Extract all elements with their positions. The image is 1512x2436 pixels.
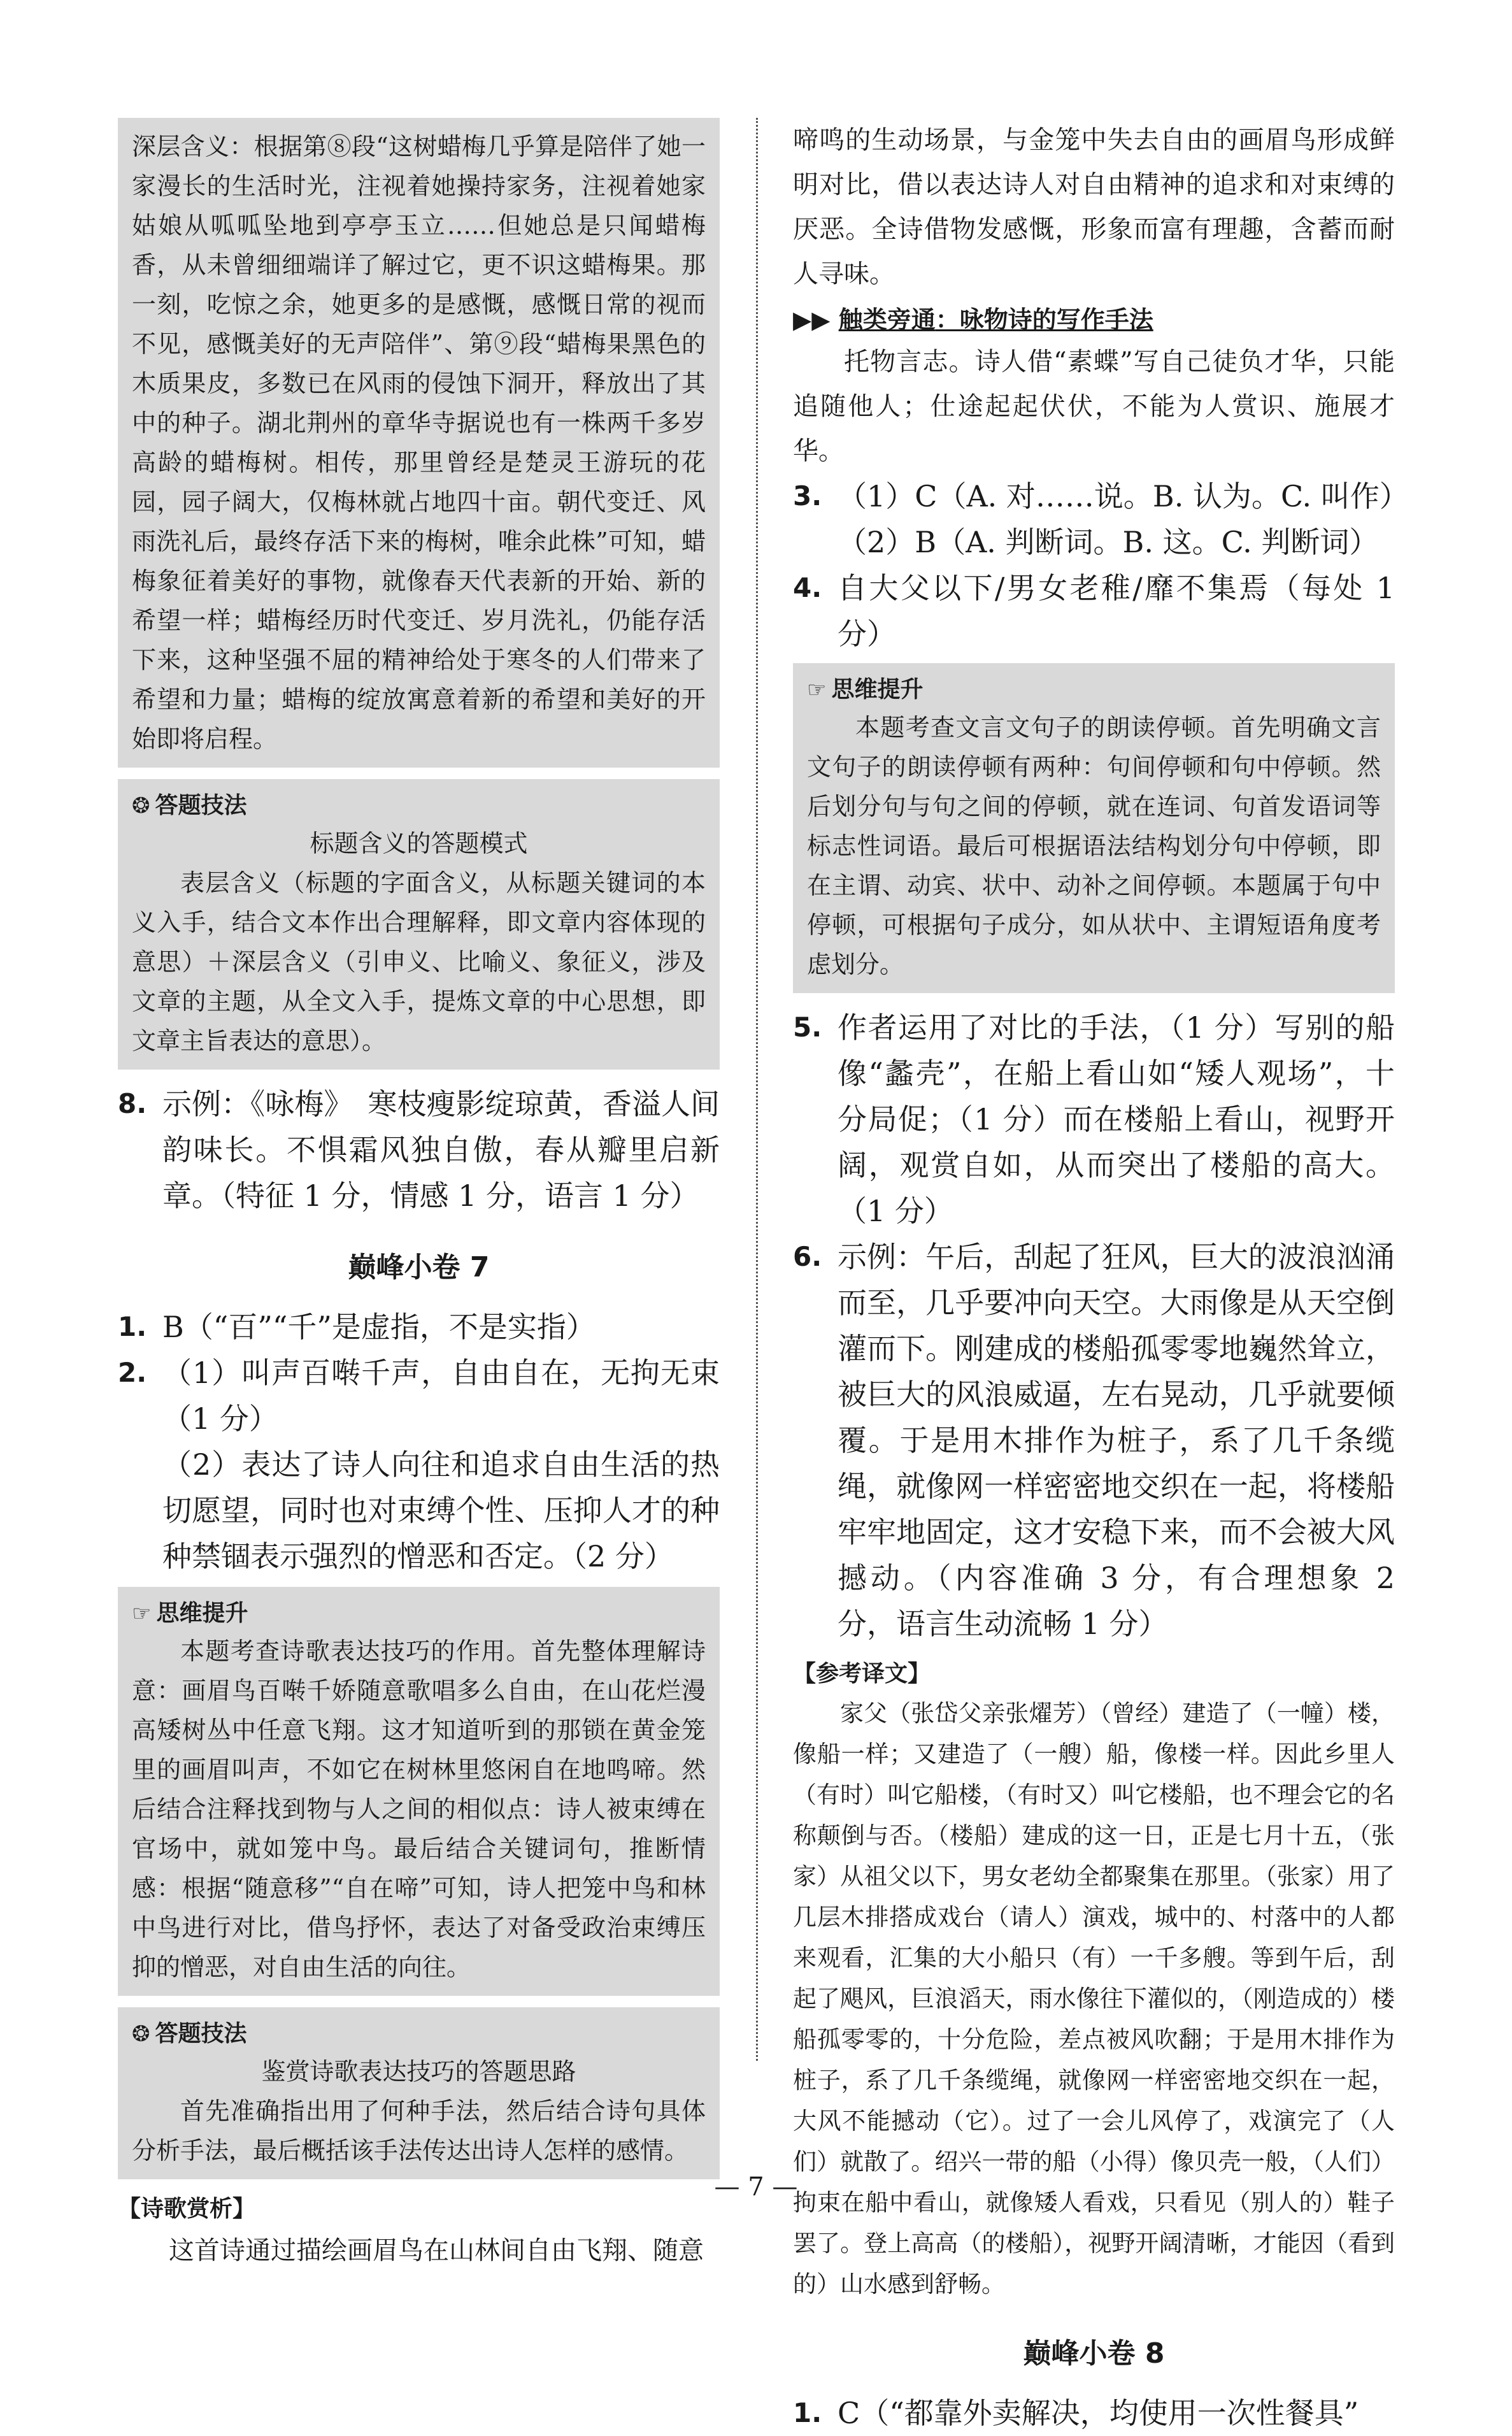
thumbs-up-icon: ☞ xyxy=(132,1601,152,1626)
question-8: 8. 示例：《咏梅》 寒枝瘦影绽琼黄，香溢人间韵味长。不惧霜风独自傲，春从瓣里启新章。（特征 1 分，情感 1 分，语言 1 分） xyxy=(118,1087,720,1213)
thinking-text: 本题考查诗歌表达技巧的作用。首先整体理解诗意：画眉鸟百啭千娇随意歌唱多么自由，在山花烂漫高矮树丛中任意飞翔。这才知道听到的那锁在黄金笼里的画眉叫声，不如它在树林里悠闲自在地鸣啼。然后结合注释找到物与人之间的相似点：诗人被束缚在官场中，就如笼中鸟。最后结合关键词句，推断情感：根据“随意移”“自在啼”可知，诗人把笼中鸟和林中鸟进行对比，借鸟抒怀，表达了对备受政治束缚压抑的憎恶，对自由生活的向往。 xyxy=(132,1637,706,1981)
thinking-text-2: 本题考查文言文句子的朗读停顿。首先明确文言文句子的朗读停顿有两种：句间停顿和句中停顿。然后划分句与句之间的停顿，就在连词、句首发语词等标志性词语。最后可根据语法结构划分句中停顿，即在主谓、动宾、状中、动补之间停顿。本题属于句中停顿，可根据句子成分，如从状中、主谓短语角度考虑划分。 xyxy=(807,713,1381,978)
poetry-technique-text: 首先准确指出用了何种手法，然后结合诗句具体分析手法，最后概括该手法传达出诗人怎样的感情。 xyxy=(132,2097,706,2165)
question-1: 1. B（“百”“千”是虚指，不是实指） xyxy=(118,1310,596,1344)
question-1-section-8: 1. C（“都靠外卖解决，均使用一次性餐具” xyxy=(793,2396,1359,2430)
left-column xyxy=(118,118,720,2273)
poetry-technique-tag: ❂ 答题技法 xyxy=(132,2016,706,2052)
answer-technique-box xyxy=(118,779,720,1070)
gear-icon: ❂ xyxy=(132,793,150,819)
question-2-part-2: （2）表达了诗人向往和追求自由生活的热切愿望，同时也对束缚个性、压抑人才的种种禁锢表示强烈的憎恶和否定。（2 分） xyxy=(162,1447,720,1573)
thumbs-up-icon: ☞ xyxy=(807,677,827,703)
question-5: 5. 作者运用了对比的手法，（1 分）写别的船像“蠡壳”，在船上看山如“矮人观场”，十分局促；（1 分）而在楼船上看山，视野开阔，观赏自如，从而突出了楼船的高大。（1 分） xyxy=(793,1010,1395,1228)
deep-meaning-box xyxy=(118,118,720,768)
technique-subtitle: 标题含义的答题模式 xyxy=(310,829,528,857)
gear-icon: ❂ xyxy=(132,2021,150,2047)
thinking-box xyxy=(118,1587,720,1996)
translation-heading: 【参考译文】 xyxy=(793,1661,931,1687)
column-divider xyxy=(756,118,758,2061)
analogy-text: 托物言志。诗人借“素蝶”写自己徒负才华，只能追随他人；仕途起起伏伏，不能为人赏识、施展才华。 xyxy=(793,347,1395,466)
poem-analysis-heading: 【诗歌赏析】 xyxy=(118,2196,256,2222)
technique-text: 表层含义（标题的字面含义，从标题关键词的本义入手，结合文本作出合理解释，即文章内容体现的意思）＋深层含义（引申义、比喻义、象征义，涉及文章的主题，从全文入手，提炼文章的中心思想，即文章主旨表达的意思）。 xyxy=(132,869,706,1055)
poem-analysis-text: 这首诗通过描绘画眉鸟在山林间自由飞翔、随意 xyxy=(169,2236,704,2265)
page-number: — 7 — xyxy=(714,2172,798,2202)
thinking-tag-2: ☞ 思维提升 xyxy=(807,672,1381,708)
deep-meaning-text: 深层含义：根据第⑧段“这树蜡梅几乎算是陪伴了她一家漫长的生活时光，注视着她操持家务，注视着她家姑娘从呱呱坠地到亭亭玉立……但她总是只闻蜡梅香，从未曾细细端详了解过它，更不识这蜡梅果。那一刻，吃惊之余，她更多的是感慨，感慨日常的视而不见，感慨美好的无声陪伴”、第⑨段“蜡梅果黑色的木质果皮，多数已在风雨的侵蚀下洞开，释放出了其中的种子。湖北荆州的章华寺据说也有一株两千多岁高龄的蜡梅树。相传，那里曾经是楚灵王游玩的花园，园子阔大，仅梅林就占地四十亩。朝代变迁、风雨洗礼后，最终存活下来的梅树，唯余此株”可知，蜡梅象征着美好的事物，就像春天代表新的开始、新的希望一样；蜡梅经历时代变迁、岁月洗礼，仍能存活下来，这种坚强不屈的精神给处于寒冬的人们带来了希望和力量；蜡梅的绽放寓意着新的希望和美好的开始即将启程。 xyxy=(132,133,706,753)
section-title-7: 巅峰小卷 7 xyxy=(348,1251,490,1284)
section-title-8: 巅峰小卷 8 xyxy=(1023,2337,1165,2370)
poetry-technique-subtitle: 鉴赏诗歌表达技巧的答题思路 xyxy=(261,2058,576,2086)
double-arrow-icon: ▶▶ xyxy=(793,306,831,334)
translation-text: 家父（张岱父亲张燿芳）（曾经）建造了（一幢）楼，像船一样；又建造了（一艘）船，像楼一样。因此乡里人（有时）叫它船楼，（有时又）叫它楼船，也不理会它的名称颠倒与否。（楼船）建成的这一日，正是七月十五，（张家）从祖父以下，男女老幼全都聚集在那里。（张家）用了几层木排搭成戏台（请人）演戏，城中的、村落中的人都来观看，汇集的大小船只（有）一千多艘。等到午后，刮起了飓风，巨浪滔天，雨水像往下灌似的，（刚造成的）楼船孤零零的，十分危险，差点被风吹翻；于是用木排作为桩子，系了几千条缆绳，就像网一样密密地交织在一起，大风不能撼动（它）。过了一会儿风停了，戏演完了（人们）就散了。绍兴一带的船（小得）像贝壳一般，（人们）拘束在船中看山，就像矮人看戏，只看见（别人的）鞋子罢了。登上高高（的楼船），视野开阔清晰，才能因（看到的）山水感到舒畅。 xyxy=(793,1700,1395,2298)
poem-analysis-continued: 啼鸣的生动场景，与金笼中失去自由的画眉鸟形成鲜明对比，借以表达诗人对自由精神的追求和对束缚的厌恶。全诗借物发感慨，形象而富有理趣，含蓄而耐人寻味。 xyxy=(793,125,1395,289)
answer-technique-tag: ❂ 答题技法 xyxy=(132,788,706,824)
question-3: 3. （1）C（A. 对……说。B. 认为。C. 叫作） xyxy=(793,479,1409,513)
poetry-technique-box xyxy=(118,2007,720,2179)
right-column xyxy=(793,118,1409,2436)
question-3-part-2: （2）B（A. 判断词。B. 这。C. 判断词） xyxy=(838,525,1379,559)
thinking-tag: ☞ 思维提升 xyxy=(132,1596,706,1631)
question-4: 4. 自大父以下/男女老稚/靡不集焉（每处 1 分） xyxy=(793,571,1395,651)
question-6: 6. 示例：午后，刮起了狂风，巨大的波浪汹涌而至，几乎要冲向天空。大雨像是从天空倒灌而下。刚建成的楼船孤零零地巍然耸立，被巨大的风浪威逼，左右晃动，几乎就要倾覆。于是用木排作为桩子，系了几千条缆绳，就像网一样密密地交织在一起，将楼船牢牢地固定，这才安稳下来，而不会被大风撼动。（内容准确 3 分，有合理想象 2 分，语言生动流畅 1 分） xyxy=(793,1240,1395,1641)
analogy-heading: ▶▶ 触类旁通：咏物诗的写作手法 xyxy=(793,306,1153,334)
question-2: 2. （1）叫声百啭千声，自由自在，无拘无束（1 分） xyxy=(118,1356,720,1436)
thinking-box-2 xyxy=(793,663,1395,993)
